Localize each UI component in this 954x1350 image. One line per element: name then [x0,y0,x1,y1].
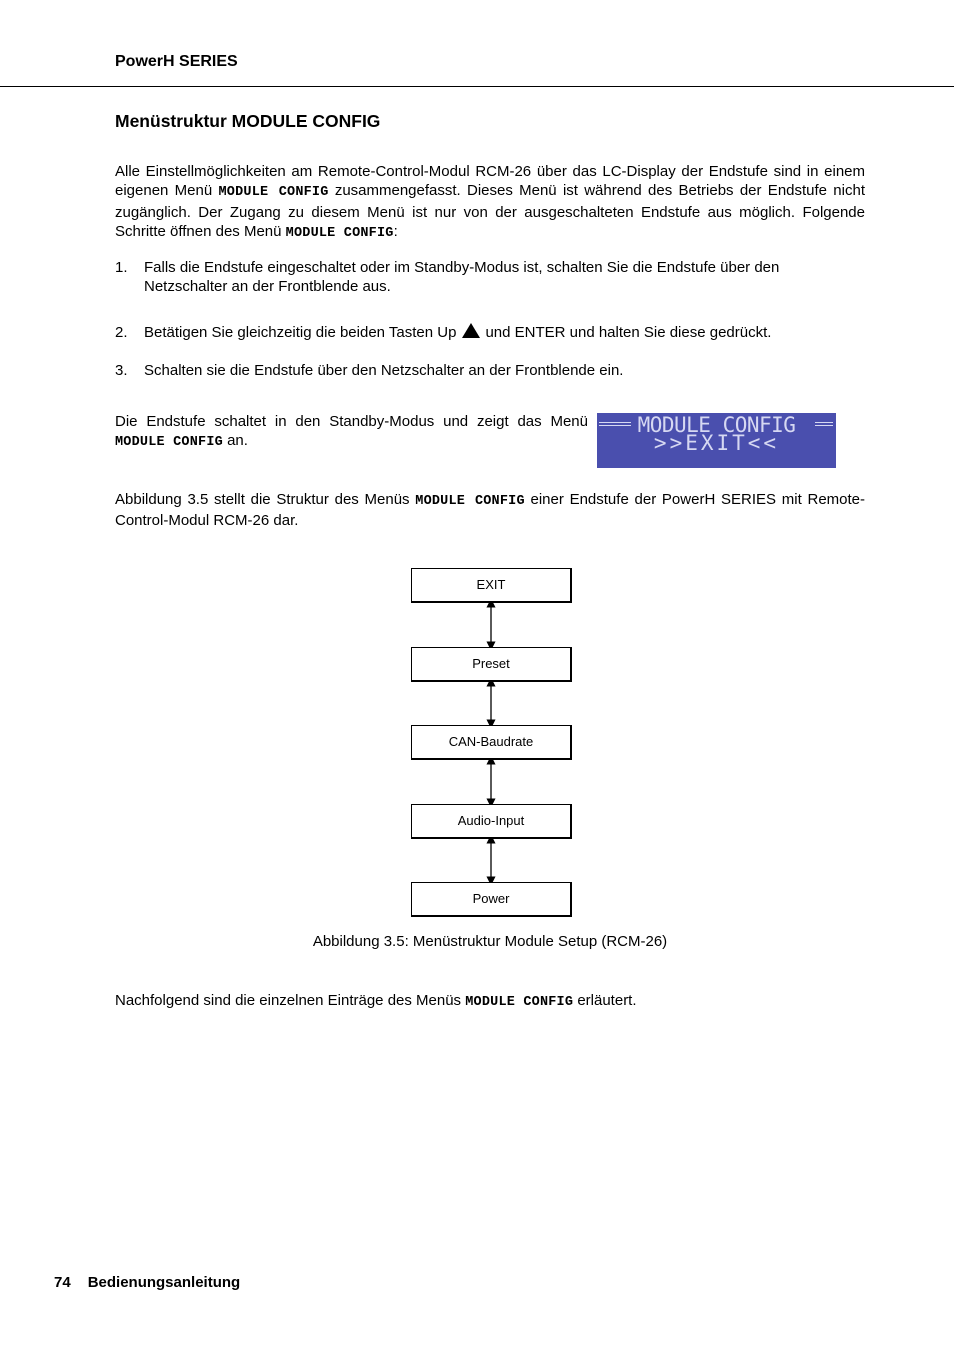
header-rule [0,86,954,87]
menu-name-code: MODULE CONFIG [115,435,223,451]
figure-intro-paragraph [115,490,865,531]
step-text-after: und ENTER und halten Sie diese gedrückt. [485,324,772,341]
diagram-node-can-baudrate: CAN-Baudrate [411,725,572,760]
page-footer [54,1274,240,1291]
intro-text-2: zusammengefasst. Dieses Menü ist während des Betriebs der Endstufe nicht zugänglich. Der Zugang zu diesem Menü ist nur von der ausgeschalteten Endstufe aus möglich. Folgende Schritte öffnen des Menü [115,182,865,240]
figure-caption: Abbildung 3.5: Menüstruktur Module Setup (RCM-26) [312,933,668,950]
standby-text-1: Die Endstufe schaltet in den Standby-Modus und zeigt das Menü [115,413,588,430]
menu-name-code: MODULE CONFIG [465,995,574,1010]
page-number: 74 [54,1274,71,1291]
diagram-node-preset: Preset [411,647,572,682]
diagram-node-exit: EXIT [411,568,572,603]
footer-title: Bedienungsanleitung [87,1274,241,1291]
menu-name-code: MODULE CONFIG [415,494,525,509]
step-text-before: Betätigen Sie gleichzeitig die beiden Tasten Up [144,324,457,341]
step-text [144,323,865,342]
lcd-line-2: >>EXIT<< [653,431,780,455]
standby-paragraph [115,412,588,453]
standby-text-2: an. [222,432,248,450]
lcd-display [597,413,836,468]
figure-intro-text-1: Abbildung 3.5 stellt die Struktur des Menüs [115,491,416,508]
closing-paragraph [115,991,865,1012]
diagram-node-power: Power [411,882,572,917]
section-title: Menüstruktur MODULE CONFIG [115,111,381,131]
step-number: 3. [115,362,128,379]
closing-text-1: Nachfolgend sind die einzelnen Einträge des Menüs [115,992,466,1009]
menu-name-code: MODULE CONFIG [285,225,394,241]
lcd-line-1: MODULE CONFIG [637,413,796,437]
step-text: Schalten sie die Endstufe über den Netzschalter an der Frontblende ein. [144,362,624,379]
step-text: Falls die Endstufe eingeschaltet oder im Standby-Modus ist, schalten Sie die Endstufe über den Netzschalter an der Frontblende aus. [144,259,780,296]
closing-text-2: erläutert. [573,992,637,1009]
diagram-node-audio-input: Audio-Input [411,804,572,839]
intro-text-3: : [393,222,398,240]
running-header: PowerH SERIES [115,53,238,70]
step-number: 1. [115,259,128,276]
step-number: 2. [115,324,128,341]
figure-intro-text-2: einer Endstufe der PowerH SERIES mit Remote-Control-Modul RCM-26 dar. [115,491,865,530]
menu-name-code: MODULE CONFIG [218,185,329,201]
intro-paragraph [115,162,865,243]
intro-text-1: Alle Einstellmöglichkeiten am Remote-Control-Modul RCM-26 über das LC-Display der Endstufe sind in einem eigenen Menü [115,163,865,200]
up-triangle-icon [462,323,480,338]
